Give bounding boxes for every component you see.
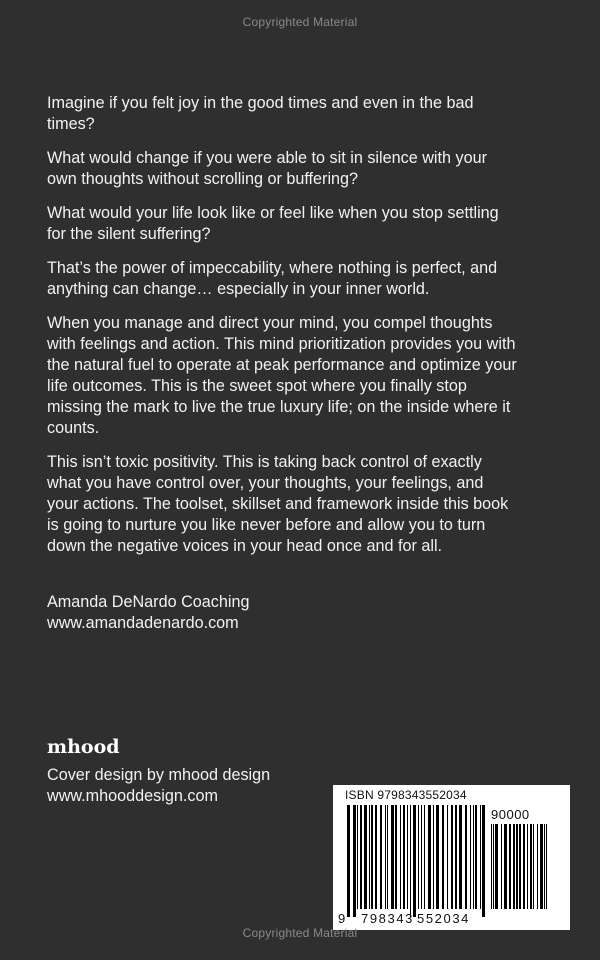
blurb-paragraph-3: What would your life look like or feel like when you stop settling for the silent suffering? <box>47 204 499 243</box>
barcode-right-digits: 552034 <box>417 911 470 926</box>
author-name: Amanda DeNardo Coaching <box>47 593 250 611</box>
watermark-top: Copyrighted Material <box>242 15 358 29</box>
barcode-lead-digit: 9 <box>338 911 346 926</box>
isbn-label: ISBN 9798343552034 <box>345 788 467 802</box>
cover-design-credit: Cover design by mhood design <box>47 766 271 784</box>
designer-website: www.mhooddesign.com <box>47 787 218 805</box>
publisher-logo: mhood <box>47 736 120 758</box>
author-website: www.amandadenardo.com <box>47 614 239 632</box>
ean-barcode-icon <box>347 805 487 917</box>
barcode-left-digits: 798343 <box>361 911 414 926</box>
blurb-paragraph-6: This isn’t toxic positivity. This is taking back control of exactly what you have control over, your thoughts, your feelings, and your actions. The toolset, skillset and framework inside this book is going to nurture you like never before and allow you to turn down the negative voices in your head once and for all. <box>47 453 509 555</box>
watermark-bottom: Copyrighted Material <box>242 926 358 940</box>
author-contact <box>47 592 249 634</box>
design-credits <box>47 765 270 807</box>
back-cover-blurb <box>47 93 517 570</box>
blurb-paragraph-2: What would change if you were able to sit in silence with your own thoughts without scrolling or buffering? <box>47 149 487 188</box>
blurb-paragraph-4: That’s the power of impeccability, where nothing is perfect, and anything can change… especially in your inner world. <box>47 259 498 298</box>
addon-barcode-icon <box>491 824 551 917</box>
price-code-label: 90000 <box>491 807 530 822</box>
blurb-paragraph-1: Imagine if you felt joy in the good times and even in the bad times? <box>47 94 474 133</box>
blurb-paragraph-5: When you manage and direct your mind, you compel thoughts with feelings and action. This mind prioritization provides you with the natural fuel to operate at peak performance and optimize your life outcomes. This is the sweet spot where you finally stop missing the mark to live the true luxury life; on the inside where it counts. <box>47 314 517 437</box>
isbn-barcode-box <box>333 785 570 930</box>
